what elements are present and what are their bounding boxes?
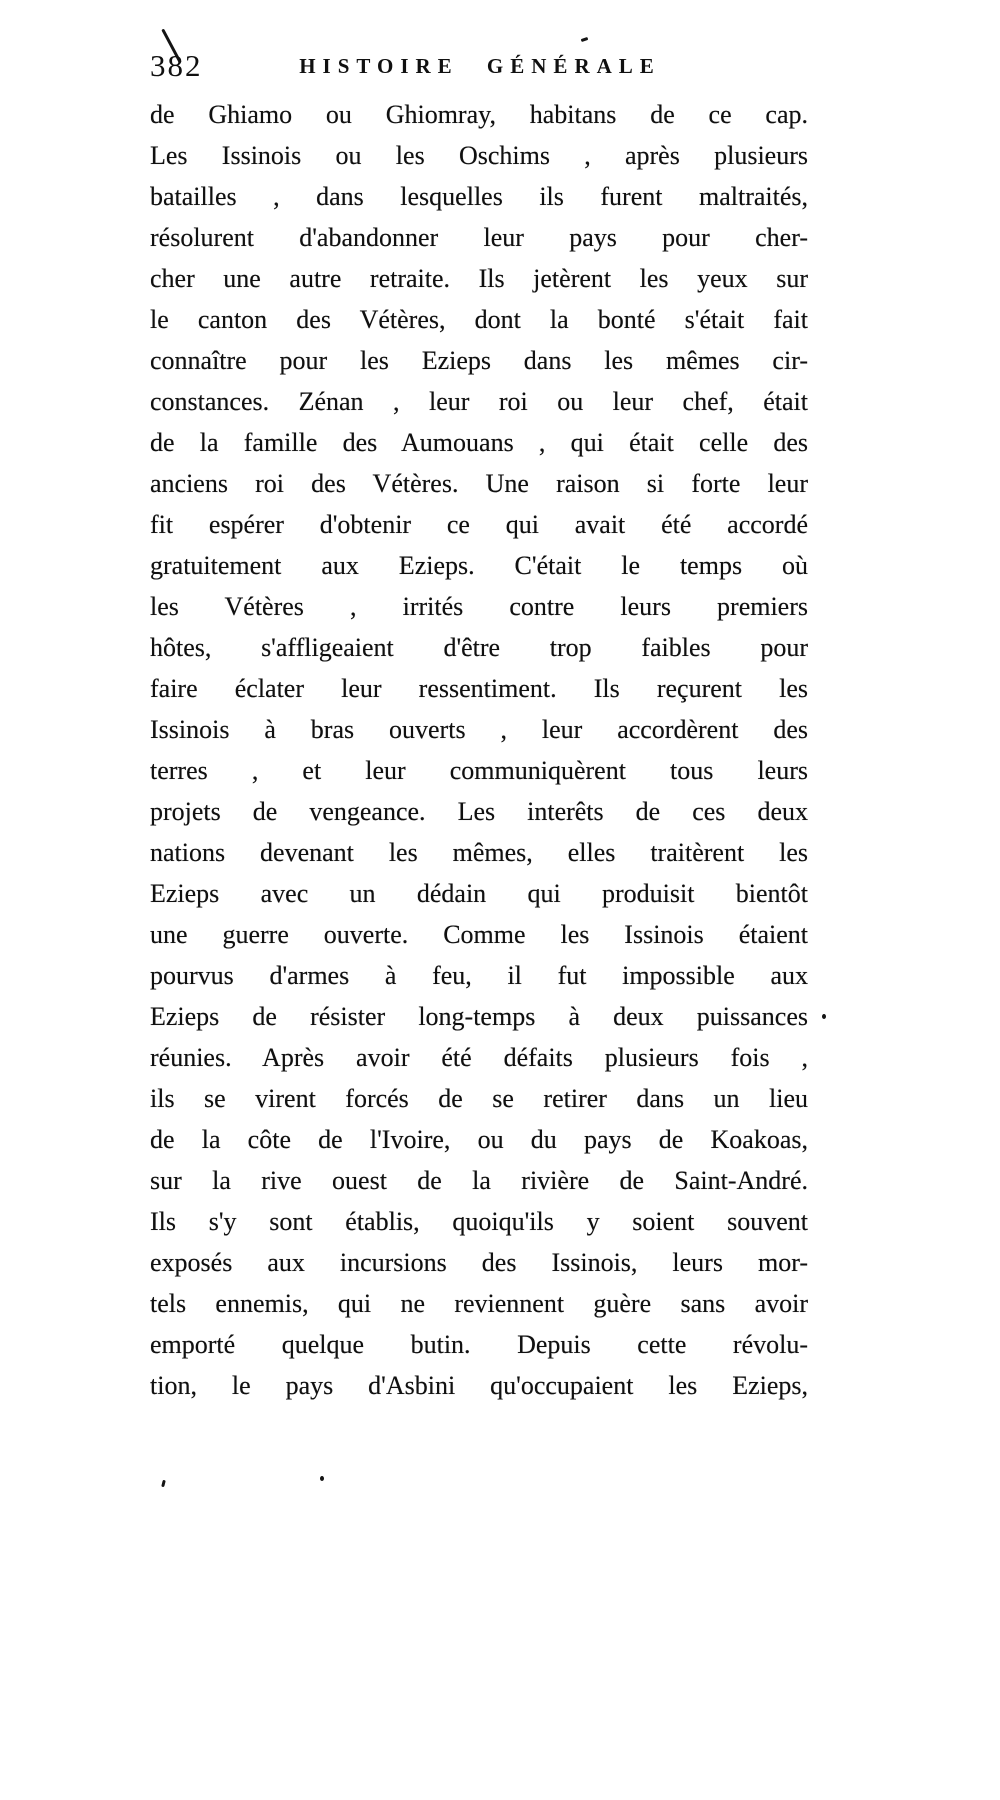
text-line: cher une autre retraite. Ils jetèrent les yeux sur [150,264,808,293]
text-line: hôtes, s'affligeaient d'être trop faibles pour [150,633,808,662]
text-line: une guerre ouverte. Comme les Issinois étaient [150,920,808,949]
text-line: nations devenant les mêmes, elles traitèrent les [150,838,808,867]
text-line: de la côte de l'Ivoire, ou du pays de Koakoas, [150,1125,808,1154]
text-line: de Ghiamo ou Ghiomray, habitans de ce cap. [150,100,808,129]
text-line: faire éclater leur ressentiment. Ils reçurent les [150,674,808,703]
text-line: de la famille des Aumouans , qui était celle des [150,428,808,457]
text-line: fit espérer d'obtenir ce qui avait été accordé [150,510,808,539]
text-line: Issinois à bras ouverts , leur accordèrent des [150,715,808,744]
text-line: anciens roi des Vétères. Une raison si forte leur [150,469,808,498]
text-line: constances. Zénan , leur roi ou leur chef, était [150,387,808,416]
text-line: projets de vengeance. Les interêts de ces deux [150,797,808,826]
text-line: Ils s'y sont établis, quoiqu'ils y soient souvent [150,1207,808,1236]
text-line: le canton des Vétères, dont la bonté s'était fait [150,305,808,334]
page-body [150,94,808,1406]
text-line: pourvus d'armes à feu, il fut impossible aux [150,961,808,990]
text-line: réunies. Après avoir été défaits plusieurs fois , [150,1043,808,1072]
text-line: connaître pour les Ezieps dans les mêmes cir- [150,346,808,375]
text-line: exposés aux incursions des Issinois, leurs mor- [150,1248,808,1277]
text-line: ils se virent forcés de se retirer dans un lieu [150,1084,808,1113]
scan-artifact [320,1476,324,1481]
text-line: résolurent d'abandonner leur pays pour cher- [150,223,808,252]
text-line: les Vétères , irrités contre leurs premiers [150,592,808,621]
text-line: tion, le pays d'Asbini qu'occupaient les Ezieps, [150,1371,808,1400]
text-line: Ezieps avec un dédain qui produisit bientôt [150,879,808,908]
page-number: 382 [150,48,203,83]
scan-artifact [581,37,589,42]
text-line: batailles , dans lesquelles ils furent maltraités, [150,182,808,211]
text-line: gratuitement aux Ezieps. C'était le temps où [150,551,808,580]
scan-artifact [161,1480,166,1488]
page-header [150,46,810,86]
text-line: Ezieps de résister long-temps à deux puissances [150,1002,808,1031]
text-line: sur la rive ouest de la rivière de Saint-André. [150,1166,808,1195]
text-line: tels ennemis, qui ne reviennent guère sans avoir [150,1289,808,1318]
running-title: HISTOIRE GÉNÉRALE [299,54,661,78]
text-line: emporté quelque butin. Depuis cette révolu- [150,1330,808,1359]
text-line: terres , et leur communiquèrent tous leurs [150,756,808,785]
scan-artifact [822,1014,826,1019]
text-line: Les Issinois ou les Oschims , après plusieurs [150,141,808,170]
